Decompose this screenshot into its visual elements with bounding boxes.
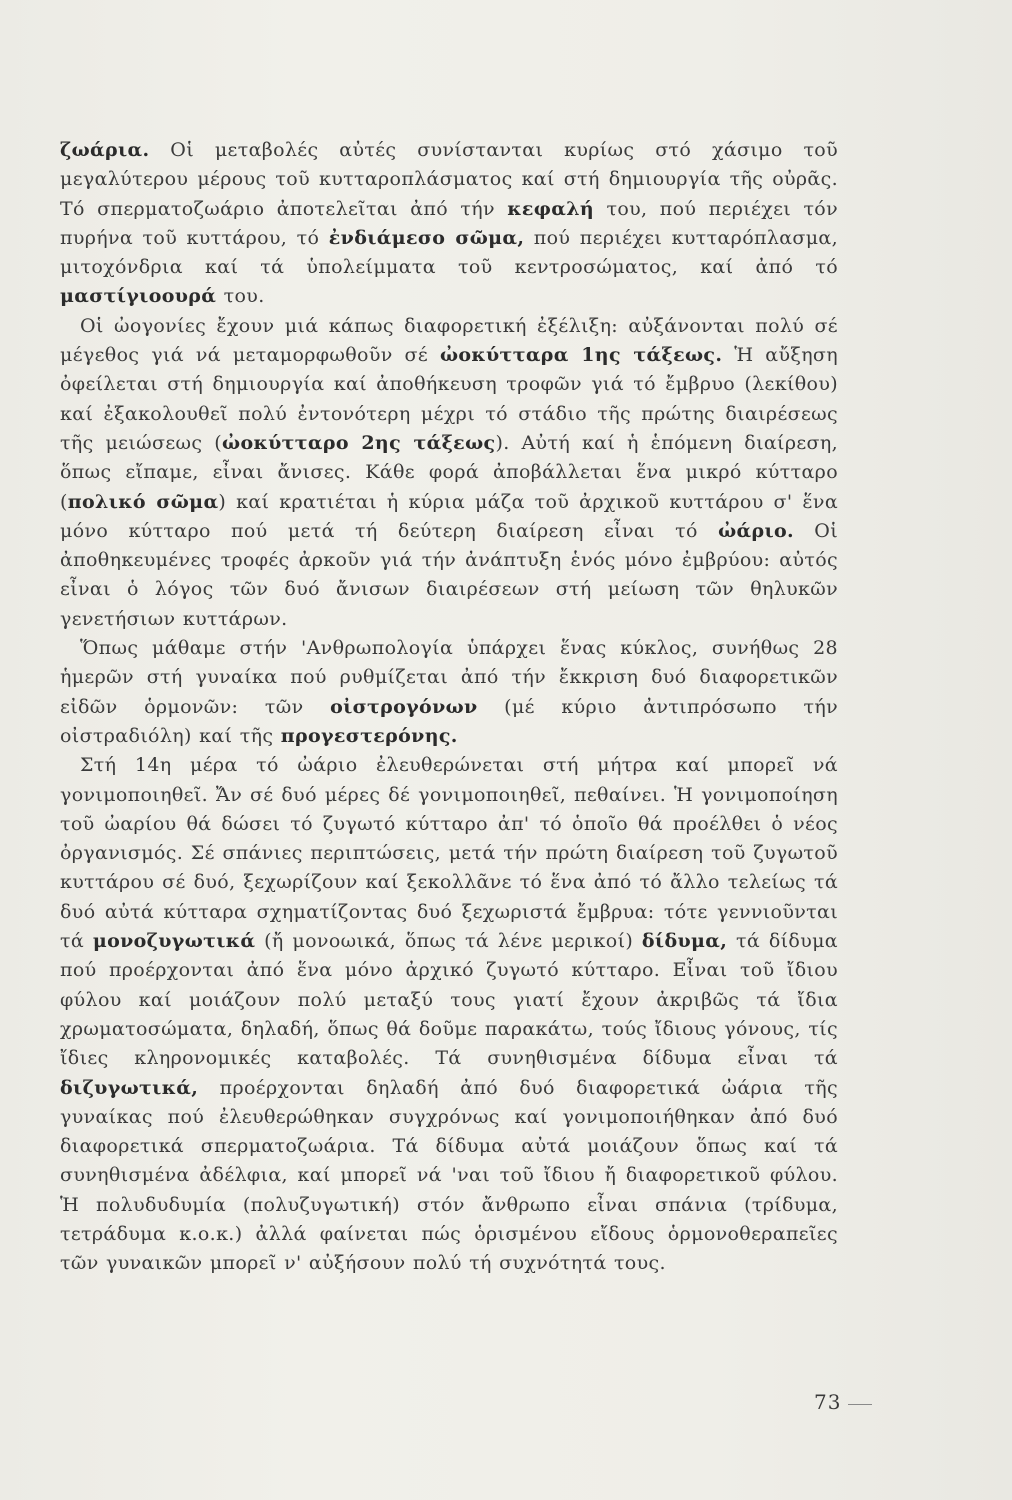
bold-term: ὠοκύτταρα 1ης τάξεως.: [439, 344, 723, 367]
bold-term: μονοζυγωτικά: [92, 930, 256, 953]
paragraph: [60, 751, 838, 1278]
text-run: ). Αὐτή καί ἡ ἑπόμενη διαίρεση, ὅπως εἴπαμε, εἶναι ἄνισες. Κάθε φορά ἀποβάλλεται ἕνα μικρό κύτταρο (: [60, 431, 838, 513]
text-run: Ὅπως μάθαμε στήν 'Ανθρωπολογία ὑπάρχει ἕνας κύκλος, συνήθως 28 ἡμερῶν στή γυναίκα πού ρυθμίζεται ἀπό τήν ἔκκριση δυό διαφορετικῶν εἰδῶν ὁρμονῶν: τῶν: [60, 637, 838, 718]
text-run: ) καί κρατιέται ἡ κύρια μάζα τοῦ ἀρχικοῦ κυττάρου σ' ἕνα μόνο κύτταρο πού μετά τή δεύτερη διαίρεση εἶναι τό: [60, 490, 838, 542]
page-number: 73: [814, 1390, 842, 1414]
bold-term: ὠοκύτταρο 2ης τάξεως: [222, 431, 496, 454]
paragraph: [60, 312, 838, 634]
text-run: Οἱ μεταβολές αὐτές συνίστανται κυρίως στό χάσιμο τοῦ μεγαλύτερου μέρους τοῦ κυτταροπλάσματος καί στή δημιουργία τῆς οὐρᾶς. Τό σπερματοζωάριο ἀποτελεῖται ἀπό τήν: [60, 139, 838, 220]
text-run: Ἡ αὔξηση ὀφείλεται στή δημιουργία καί ἀποθήκευση τροφῶν γιά τό ἔμβρυο (λεκίθου) καί ἐξακολουθεῖ πολύ ἐντονότερη μέχρι τό στάδιο τῆς πρώτης διαιρέσεως τῆς μειώσεως (: [60, 344, 838, 454]
body-text: [60, 136, 838, 1279]
bold-term: πολικό σῶμα: [67, 490, 219, 513]
bold-term: δίδυμα,: [641, 930, 728, 953]
bold-term: ζωάρια.: [60, 139, 150, 161]
text-run: του, πού περιέχει τόν πυρήνα τοῦ κυττάρου, τό: [60, 197, 838, 249]
bold-term: μαστίγιοουρά: [60, 285, 217, 308]
page-number-dash: [848, 1404, 872, 1405]
paragraph: [60, 634, 838, 751]
text-run: πού περιέχει κυτταρόπλασμα, μιτοχόνδρια καί τά ὑπολείμματα τοῦ κεντροσώματος, καί ἀπό τό: [60, 226, 838, 279]
text-run: (ἤ μονοωικά, ὅπως τά λένε μερικοί): [255, 930, 642, 953]
text-run: Στή 14η μέρα τό ὠάριο ἐλευθερώνεται στή μήτρα καί μπορεῖ νά γονιμοποιηθεῖ. Ἄν σέ δυό μέρες δέ γονιμοποιηθεῖ, πεθαίνει. Ἡ γονιμοποίηση τοῦ ὠαρίου θά δώσει τό ζυγωτό κύτταρο ἀπ' τό ὁποῖο θά προέλθει ὁ νέος ὀργανισμός. Σέ σπάνιες περιπτώσεις, μετά τήν πρώτη διαίρεση τοῦ ζυγωτοῦ κυττάρου σέ δυό, ξεχωρίζουν καί ξεκολλᾶνε τό ἕνα ἀπό τό ἄλλο τελείως τά δυό αὐτά κύτταρα σχηματίζοντας δυό ξεχωριστά ἔμβρυα: τότε γεννιοῦνται τά: [60, 754, 838, 953]
text-run: του.: [216, 285, 265, 308]
bold-term: ἐνδιάμεσο σῶμα,: [328, 226, 525, 249]
text-run: τά δίδυμα πού προέρχονται ἀπό ἕνα μόνο ἀρχικό ζυγωτό κύτταρο. Εἶναι τοῦ ἴδιου φύλου καί μοιάζουν πολύ μεταξύ τους γιατί ἔχουν ἀκριβῶς τά ἴδια χρωματοσώματα, δηλαδή, ὅπως θά δοῦμε παρακάτω, τούς ἴδιους γόνους, τίς ἴδιες κληρονομικές καταβολές. Τά συνηθισμένα δίδυμα εἶναι τά: [60, 930, 838, 1070]
bold-term: κεφαλή: [507, 197, 595, 220]
text-run: Οἱ ὠογονίες ἔχουν μιά κάπως διαφορετική ἐξέλιξη: αὐξάνονται πολύ σέ μέγεθος γιά νά μεταμορφωθοῦν σέ: [60, 314, 838, 367]
bold-term: ὠάριο.: [718, 519, 794, 542]
paragraph: [60, 136, 838, 312]
bold-term: προγεστερόνης.: [280, 724, 458, 747]
text-run: (μέ κύριο ἀντιπρόσωπο τήν οἰστραδιόλη) καί τῆς: [60, 695, 838, 747]
bold-term: διζυγωτικά,: [60, 1076, 199, 1099]
bold-term: οἰστρογόνων: [330, 695, 478, 718]
text-run: Οἱ ἀποθηκευμένες τροφές ἀρκοῦν γιά τήν ἀνάπτυξη ἑνός μόνο ἐμβρύου: αὐτός εἶναι ὁ λόγος τῶν δυό ἄνισων διαιρέσεων στή μείωση τῶν θηλυκῶν γενετήσιων κυττάρων.: [60, 519, 838, 630]
text-run: προέρχονται δηλαδή ἀπό δυό διαφορετικά ὠάρια τῆς γυναίκας πού ἐλευθερώθηκαν συγχρόνως καί γονιμοποιήθηκαν ἀπό δυό διαφορετικά σπερματοζωάρια. Τά δίδυμα αὐτά μοιάζουν ὅπως καί τά συνηθισμένα ἀδέλφια, καί μπορεῖ νά 'ναι τοῦ ἴδιου ἤ διαφορετικοῦ φύλου. Ἡ πολυδυδυμία (πολυζυγωτική) στόν ἄνθρωπο εἶναι σπάνια (τρίδυμα, τετράδυμα κ.ο.κ.) ἀλλά φαίνεται πώς ὁρισμένου εἴδους ὁρμονοθεραπεῖες τῶν γυναικῶν μπορεῖ ν' αὐξήσουν πολύ τή συχνότητά τους.: [60, 1076, 838, 1275]
